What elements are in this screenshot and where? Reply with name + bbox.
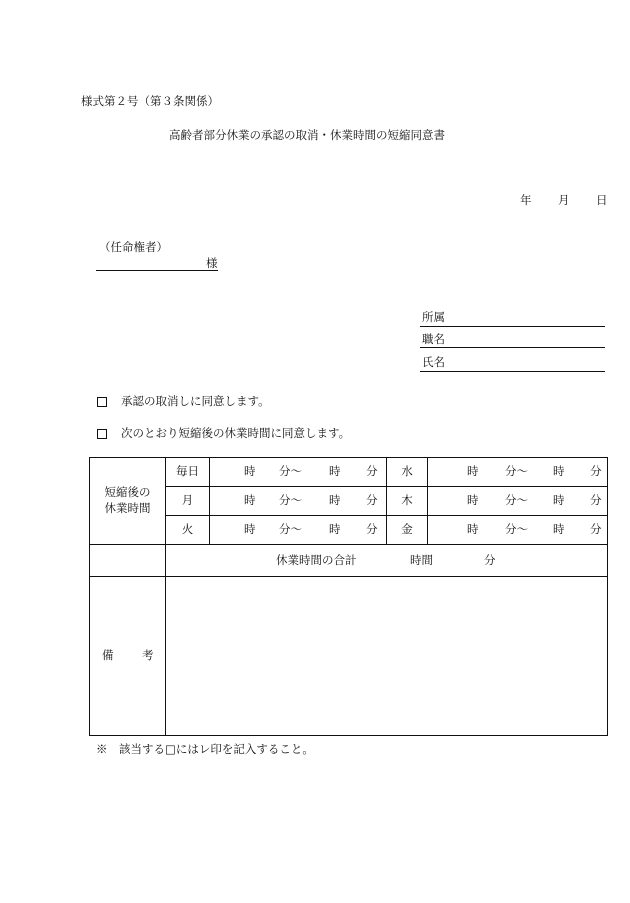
remarks-label-char1: 備 — [102, 648, 114, 663]
cancel-approval-label: 承認の取消しに同意します。 — [121, 394, 270, 408]
form-number: 様式第２号（第３条関係） — [81, 94, 219, 108]
hour-unit: 時 — [467, 522, 479, 537]
affiliation-label: 所属 — [422, 310, 445, 324]
minute-tilde-unit: 分～ — [505, 493, 528, 508]
day-cell: 毎日 — [166, 458, 210, 487]
minute-tilde-unit: 分～ — [279, 493, 302, 508]
day-cell: 火 — [166, 516, 210, 545]
day-cell: 木 — [387, 487, 428, 516]
total-hours-unit: 時間 — [410, 552, 433, 567]
addressee-honorific: 様 — [206, 256, 218, 270]
time-range-cell[interactable] — [210, 516, 387, 545]
minute-unit: 分 — [590, 493, 602, 508]
hour-unit: 時 — [553, 464, 565, 479]
hour-unit: 時 — [329, 493, 341, 508]
position-line — [420, 347, 605, 348]
footnote: ※ 該当する□にはレ印を記入すること。 — [96, 742, 314, 756]
affiliation-line — [420, 326, 605, 327]
hour-unit: 時 — [553, 493, 565, 508]
minute-unit: 分 — [590, 522, 602, 537]
day-cell: 水 — [387, 458, 428, 487]
date-year: 年 — [520, 193, 532, 207]
hour-unit: 時 — [244, 464, 256, 479]
name-line — [420, 371, 605, 372]
position-label: 職名 — [422, 332, 445, 346]
minute-unit: 分 — [366, 464, 378, 479]
minute-tilde-unit: 分～ — [505, 464, 528, 479]
day-cell: 金 — [387, 516, 428, 545]
date-day: 日 — [596, 193, 608, 207]
time-range-cell[interactable] — [428, 487, 608, 516]
shorten-time-label: 次のとおり短縮後の休業時間に同意します。 — [121, 426, 351, 440]
hour-unit: 時 — [553, 522, 565, 537]
addressee-label: （任命権者） — [99, 240, 168, 254]
date-month: 月 — [558, 193, 570, 207]
time-range-cell[interactable] — [210, 458, 387, 487]
minute-tilde-unit: 分～ — [279, 522, 302, 537]
hour-unit: 時 — [244, 522, 256, 537]
leave-time-table — [89, 457, 608, 736]
row-header-cell — [90, 458, 166, 545]
minute-tilde-unit: 分～ — [505, 522, 528, 537]
time-range-cell[interactable] — [428, 458, 608, 487]
hour-unit: 時 — [244, 493, 256, 508]
shorten-time-checkbox[interactable] — [97, 429, 107, 439]
row-header-line2: 休業時間 — [104, 501, 151, 515]
total-time-cell[interactable] — [166, 545, 608, 577]
hour-unit: 時 — [329, 522, 341, 537]
day-cell: 月 — [166, 487, 210, 516]
hour-unit: 時 — [467, 464, 479, 479]
name-label: 氏名 — [422, 355, 445, 369]
minute-unit: 分 — [590, 464, 602, 479]
cancel-approval-checkbox[interactable] — [97, 397, 107, 407]
minute-unit: 分 — [366, 522, 378, 537]
hour-unit: 時 — [467, 493, 479, 508]
hour-unit: 時 — [329, 464, 341, 479]
time-range-cell[interactable] — [210, 487, 387, 516]
document-title: 高齢者部分休業の承認の取消・休業時間の短縮同意書 — [169, 128, 445, 142]
row-header-line1: 短縮後の — [104, 485, 151, 500]
addressee-underline — [96, 270, 218, 271]
total-minutes-unit: 分 — [484, 552, 496, 567]
total-label: 休業時間の合計 — [276, 552, 357, 567]
row-header-spacer — [90, 545, 166, 577]
minute-tilde-unit: 分～ — [279, 464, 302, 479]
remarks-input-cell[interactable] — [166, 577, 608, 736]
remarks-label-char2: 考 — [142, 648, 154, 663]
minute-unit: 分 — [366, 493, 378, 508]
time-range-cell[interactable] — [428, 516, 608, 545]
remarks-label-cell — [90, 577, 166, 736]
